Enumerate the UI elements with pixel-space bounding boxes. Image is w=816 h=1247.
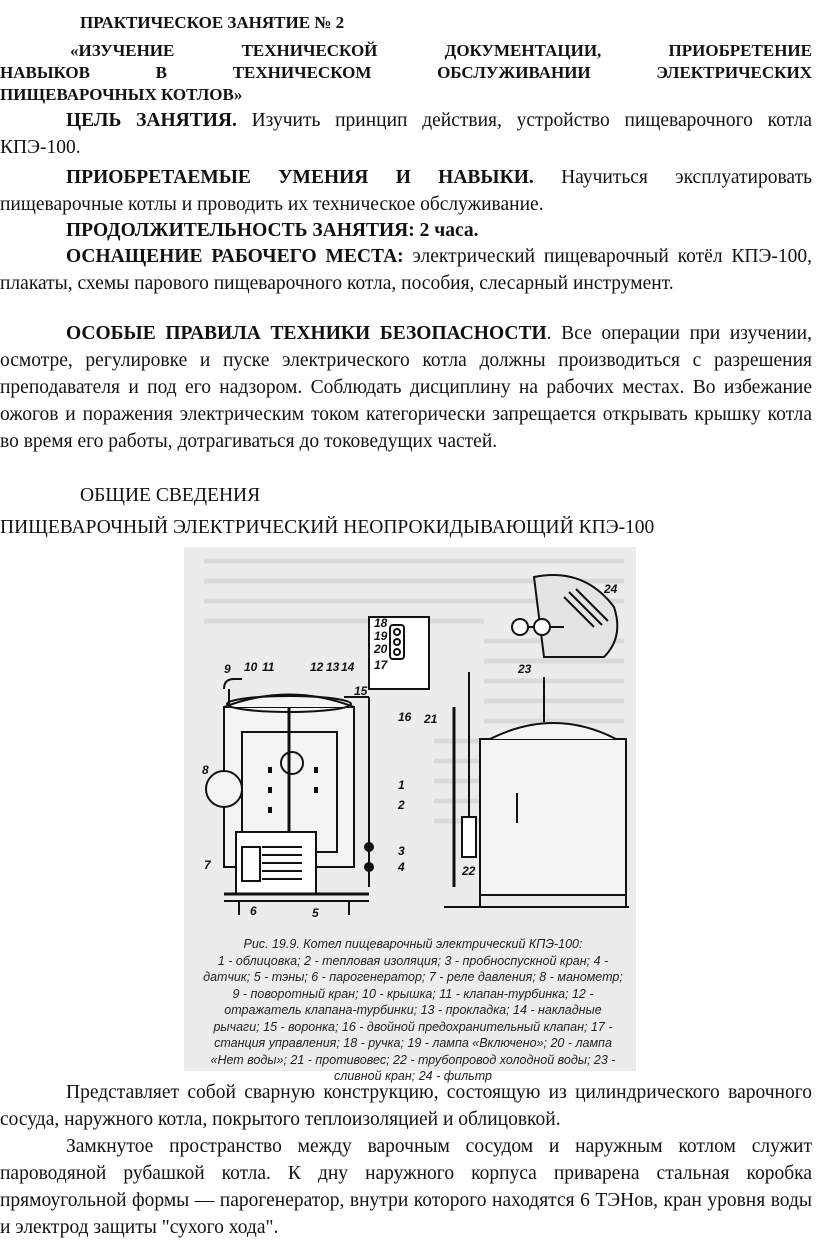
safety-label: ОСОБЫЕ ПРАВИЛА ТЕХНИКИ БЕЗОПАСНОСТИ <box>66 323 547 344</box>
goal-paragraph <box>0 107 812 161</box>
equipment-text: электрический пищеварочный котёл КПЭ-100, плакаты, схемы парового пищеварочного котла, пособия, слесарный инструмент. <box>0 246 812 294</box>
safety-paragraph <box>0 320 812 455</box>
callout-20: 20 <box>374 642 388 656</box>
skills-text: Научиться эксплуатировать пищеварочные котлы и проводить их техническое обслуживание. <box>0 167 812 215</box>
goal-text: Изучить принцип действия, устройство пищеварочного котла КПЭ-100. <box>0 110 812 158</box>
subtitle-line-2: НАВЫКОВ В ТЕХНИЧЕСКОМ ОБСЛУЖИВАНИИ ЭЛЕКТРИЧЕСКИХ <box>0 63 812 82</box>
callout-7: 7 <box>204 858 211 872</box>
callout-13: 13 <box>326 660 340 674</box>
subtitle-line-3: ПИЩЕВАРОЧНЫХ КОТЛОВ» <box>0 85 243 104</box>
callout-18: 18 <box>374 616 388 630</box>
callout-9: 9 <box>224 662 231 676</box>
callout-3: 3 <box>398 844 405 858</box>
body-paragraph-2: Замкнутое пространство между варочным сосудом и наружным котлом служит пароводяной рубашкой котла. К дну наружного корпуса приварена стальная коробка прямоугольной формы — парогенератор, внутри которого находятся 6 ТЭНов, кран уровня воды и электрод защиты "сухого хода". <box>0 1136 812 1238</box>
callout-23: 23 <box>518 662 532 676</box>
general-heading: ОБЩИЕ СВЕДЕНИЯ <box>80 485 261 506</box>
skills-paragraph <box>0 164 812 218</box>
figure-caption-title: Рис. 19.9. Котел пищеварочный электрический КПЭ-100: <box>243 937 583 951</box>
callout-12: 12 <box>310 660 324 674</box>
callout-16: 16 <box>398 710 412 724</box>
goal-label: ЦЕЛЬ ЗАНЯТИЯ. <box>66 110 237 131</box>
equipment-label: ОСНАЩЕНИЕ РАБОЧЕГО МЕСТА: <box>66 246 404 267</box>
callout-22: 22 <box>462 864 476 878</box>
skills-label: ПРИОБРЕТАЕМЫЕ УМЕНИЯ И НАВЫКИ. <box>66 167 534 188</box>
boiler-front-view <box>206 679 373 915</box>
body-paragraph-1: Представляет собой сварную конструкцию, состоящую из цилиндрического варочного сосуда, наружного котла, покрытого теплоизоляцией и облицовкой. <box>0 1082 812 1130</box>
device-title: ПИЩЕВАРОЧНЫЙ ЭЛЕКТРИЧЕСКИЙ НЕОПРОКИДЫВАЮЩИЙ КПЭ-100 <box>0 517 655 538</box>
callout-10: 10 <box>244 660 258 674</box>
callout-15: 15 <box>354 684 368 698</box>
safety-text: . Все операции при изучении, осмотре, регулировке и пуске электрического котла должны производиться с разрешения преподавателя и под его надзором. Соблюдать дисциплину на рабочих местах. Во избежание ожогов и поражения электрическим током категорически запрещается открывать крышку котла во время его работы, дотрагиваться до токоведущих частей. <box>0 323 812 452</box>
callout-1: 1 <box>398 778 405 792</box>
callout-11: 11 <box>262 660 275 674</box>
callout-19: 19 <box>374 629 388 643</box>
callout-14: 14 <box>341 660 355 674</box>
callout-2: 2 <box>398 798 405 812</box>
subtitle-line-1: «ИЗУЧЕНИЕ ТЕХНИЧЕСКОЙ ДОКУМЕНТАЦИИ, ПРИОБРЕТЕНИЕ <box>70 41 812 60</box>
callout-4: 4 <box>398 860 405 874</box>
duration-label: ПРОДОЛЖИТЕЛЬНОСТЬ ЗАНЯТИЯ: <box>66 220 415 241</box>
figure-caption-body: 1 - облицовка; 2 - тепловая изоляция; 3 - пробноспускной кран; 4 - датчик; 5 - тэны; 6 - парогенератор; 7 - реле давления; 8 - манометр; 9 - поворотный кран; 10 - крышка; 11 - клапан-турбинка; 12 - отражатель клапана-турбинки; 13 - прокладка; 14 - накладные рычаги; 15 - воронка; 16 - двойной предохранительный клапан; 17 - станция управления; 18 - ручка; 19 - лампа «Включено»; 20 - лампа «Нет воды»; 21 - противовес; 22 - трубопровод холодной воды; 23 - сливной кран; 24 - фильтр <box>203 953 623 1083</box>
callout-6: 6 <box>250 904 257 918</box>
duration-text: 2 часа. <box>414 220 479 241</box>
duration-paragraph <box>0 217 812 244</box>
callout-21: 21 <box>424 712 438 726</box>
figure-caption <box>200 936 626 1085</box>
callout-5: 5 <box>312 906 319 920</box>
callout-8: 8 <box>202 763 209 777</box>
callout-24: 24 <box>604 582 618 596</box>
callout-17: 17 <box>374 658 388 672</box>
page-title: ПРАКТИЧЕСКОЕ ЗАНЯТИЕ № 2 <box>80 13 345 32</box>
equipment-paragraph <box>0 243 812 297</box>
